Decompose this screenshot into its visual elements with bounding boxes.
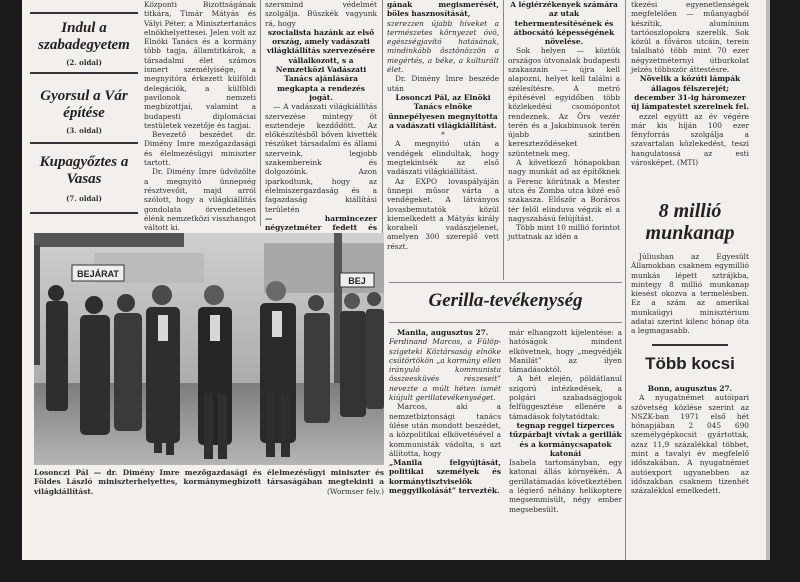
paragraph: — A vadászati világkiállítás szervezése mintegy öt esztendeje kezdődött. Az előkészítésből bőven kivették részüket társadalmi és állami szerveink, legjobb szakembereink és dolgozóink. Azon iparkodtunk, hogy az élelmiszergazdaság és a fagazdaság kiállítási területén	[265, 102, 377, 214]
paragraph: A következő hónapokban nagy munkát ad az építőknek a Ferenc körútnak a Mester utca és Zomba utca közé eső szakasza. Először a Boráros tér felől elinduva végzik el a nagyszabású felújítást.	[508, 158, 620, 223]
paragraph: A hét elején, pöldátlanul szigorú intézkedések, a polgári szabadságjogok felfüggesztése ellenére a támadások folytatódtak:	[509, 374, 622, 421]
article-column-4	[508, 0, 620, 276]
gerilla-col-left	[389, 328, 501, 554]
crowd-photo-illustration	[34, 233, 384, 465]
paragraph: szersmind védelmét szolgálja. Büszkék vagyunk rá, hogy	[265, 0, 377, 28]
divider	[30, 142, 138, 144]
paragraph: Az EXPO lovaspályáján ünnepi műsor várta a vendégeket. A látványos lovasbemutatók közül kiemelkedett a Mátyás király korabeli vadászjelenet, amelyen 300 szereplő vett részt.	[387, 176, 499, 251]
photo-credit: (Wormser felv.)	[326, 486, 384, 496]
paragraph: Dr. Dimény Imre beszéde után	[387, 74, 499, 93]
paragraph: Dr. Dimény Imre üdvözölte a megnyitó ünnepség résztvevőit, majd arról szólott, hogy a világkiállítás gondolata örvendetesen élénk nemzetközi visszhangot váltott ki.	[144, 167, 256, 233]
paragraph: Ferdinand Marcos, a Fülöp-szigeteki Köztársaság elnöke csütörtökön „a kormány ellen irányuló kommunista összeesküvés részeseit” nevezte a múlt héten ismét kiújult gerillatevékenységet.	[389, 337, 501, 403]
dateline: Bonn, augusztus 27.	[647, 384, 733, 393]
paragraph-bold: A légiérzékenyek számára az utak tehermentesítésének és átbocsátó képességének növelése.	[510, 0, 618, 47]
paragraph: már elhangzott kijelentése: a hatóságok mindent elkövetnek, hogy „megvédjék Manilát” az ilyen támadásoktól.	[509, 328, 622, 375]
paragraph: Júliusban az Egyesült Államokban csaknem egymillió munkás lépett sztrájkba, mintegy 8 millió munkanap kiesést okozva a termelésben. Ez a szám az amerikai munkaügyi minisztérium adatai szerint kilenc hónap óta a legmagasabb.	[631, 252, 749, 336]
paragraph: Bevezető beszédet dr. Dimény Imre mezőgazdasági és élelmezésügyi miniszter tartott.	[144, 130, 256, 168]
paragraph: Sok helyen — köztük országos útvonalak budapesti szakaszain — újra kell alapozni, helyet kell találni a szélesítésre. A metró építésével egyidőben több közlekedési csomópontot rendeznek. Az Örs vezér terén és a Jakabinusok terén újabb szintben kereszteződéseket szüntetnek meg.	[508, 46, 620, 158]
paragraph-bold: szocialista hazánk az első ország, amely vadászati világkiállítás szervezésére vállalkozott, s a Nemzetközi Vadászati Tanács ajánlására megkapta a rendezés jogát.	[266, 27, 376, 102]
article-8-million	[631, 252, 749, 340]
paragraph-bold: „Manila felgyújtását, politikai személyek és kormánytisztviselők meggyilkolását” tervezték.	[389, 458, 501, 496]
divider	[30, 72, 138, 74]
photo-caption	[34, 468, 384, 504]
separator-star: *	[441, 130, 445, 140]
teaser-page-ref: (3. oldal)	[66, 126, 102, 135]
teaser-page-ref: (7. oldal)	[66, 194, 102, 203]
caption-text	[34, 468, 384, 496]
paragraph: tkezési egyenetlenségek megfelelően — műanyagból készítik, alumínium tartóoszlopokra szerelik. Sok közül a főváros utcáin, terein talalható több mint 70 ezer négyzetméternyi útburkolat jelzés többször áttestésre.	[631, 0, 749, 75]
paragraph: Marcos, aki a nemzetbiztonsági tanács ülése után mondott beszédet, a közpolitikai elkövetésével a kommunisták vádolta, s azt állította, hogy	[389, 402, 501, 458]
teaser-column	[30, 2, 138, 222]
paragraph-bold: Növelik a közúti lámpák állagos félszerejét; december 31-ig háromezer új lámpatestet szerelnek fel.	[631, 74, 749, 112]
paragraph: szerezzen újabb híveket a természetes környezet óvó, egészségjavító hatásának, mindinkább ösztönözzön a megértés, a béke, a kulturált élet.	[387, 18, 499, 75]
article-column-3	[387, 0, 499, 276]
gerilla-box	[389, 282, 622, 556]
gerilla-col-right	[509, 328, 622, 554]
divider	[652, 344, 728, 346]
divider	[389, 322, 622, 323]
entrance-sign-text: BEJÁRAT	[77, 269, 119, 279]
divider	[30, 12, 138, 14]
paragraph: A nyugatnémet autóipari szövetség közlése szerint az NSZK-ban 1971 első hét hónapjában 2 045 690 személygépkocsit gyártottak, azaz 11,9 százalékkal többet, mint a tavalyi év megfelelő időszakában. A nyugatnémet autóexport ugyanebben az időszakban csaknem tizenhét százalékkal emelkedett.	[631, 393, 749, 496]
caption-body: Losonczi Pál — dr. Dimény Imre mezőgazdasági és élelmezésügyi miniszter és Földes László miniszterhelyettes, kormánymegbízott társaságában megtekinti a világkiállítást.	[34, 468, 384, 496]
article-column-5	[631, 0, 749, 196]
news-photo	[34, 233, 384, 465]
headline-gerilla: Gerilla-tevékenység	[428, 290, 583, 311]
article-tobb-kocsi	[631, 384, 749, 500]
column-rule	[503, 0, 504, 280]
dateline: Manila, augusztus 27.	[397, 328, 489, 337]
teaser-headline: Gyorsul a Vár építése	[40, 88, 128, 121]
headline-tobb-kocsi: Több kocsi	[645, 354, 735, 373]
article-column-2	[265, 0, 377, 233]
teaser-page-ref: (2. oldal)	[66, 58, 102, 67]
divider	[30, 212, 138, 214]
article-column-1	[144, 0, 256, 233]
paragraph-bold: Losonczi Pál, az Elnöki Tanács elnöke ünnepélyesen megnyitotta a vadászati világkiállítást.	[388, 92, 498, 130]
paragraph: Központi Bizottságának titkára, Timár Mátyás és Vályi Péter, a Minisztertanács elnökhelyettesei. Jelen volt az Elnöki Tanács és a kormány több tagja, államtitkárok, a társadalmi élet számos ismert személyisége, a megnyitóra érkezett külföldi delegációk, a külföldi pavilonok nemzeti megbízottjai, valamint a budapesti diplomáciai testületek vezetője és tagjai.	[144, 0, 256, 130]
paragraph: Több mint 10 millió forintot juttatnak az idén a	[508, 223, 620, 242]
teaser-headline: Kupagyőztes a Vasas	[39, 154, 129, 187]
paragraph: A megnyitó után a vendégek elindultak, hogy megtekintsék az első vadászati világkiállítást.	[387, 139, 499, 177]
paragraph: Isabela tartományban, egy katonai állás környékén. A gerillatámadás következtében a légierő néhány helikoptere megsemmisült, négy ember megsebesült.	[509, 458, 622, 514]
column-rule	[625, 0, 626, 560]
entrance-sign-text: BEJ	[348, 276, 366, 286]
paragraph-bold: tegnap reggel tízperces tűzpárbajt vívtak a gerillák és a kormánycsapatok katonái	[509, 420, 622, 458]
divider	[389, 282, 622, 283]
headline-8-million: 8 millió munkanap	[645, 200, 735, 244]
newspaper-page	[22, 0, 770, 560]
page-edge	[766, 0, 770, 560]
paragraph: ezzel együtt az év végére már kis híján 100 ezer fényforrás szolgálja a szavartalan közlekedést, teszi hangulatossá az esti városképet. (MTI)	[631, 111, 749, 168]
paragraph-bold: — harmincezer négyzetméter fedett és	[265, 213, 377, 233]
column-rule	[260, 0, 261, 226]
teaser-headline: Indul a szabadegyetem	[38, 20, 130, 53]
paragraph-bold: gának megismerését, böles hasznosítását,	[387, 0, 499, 19]
